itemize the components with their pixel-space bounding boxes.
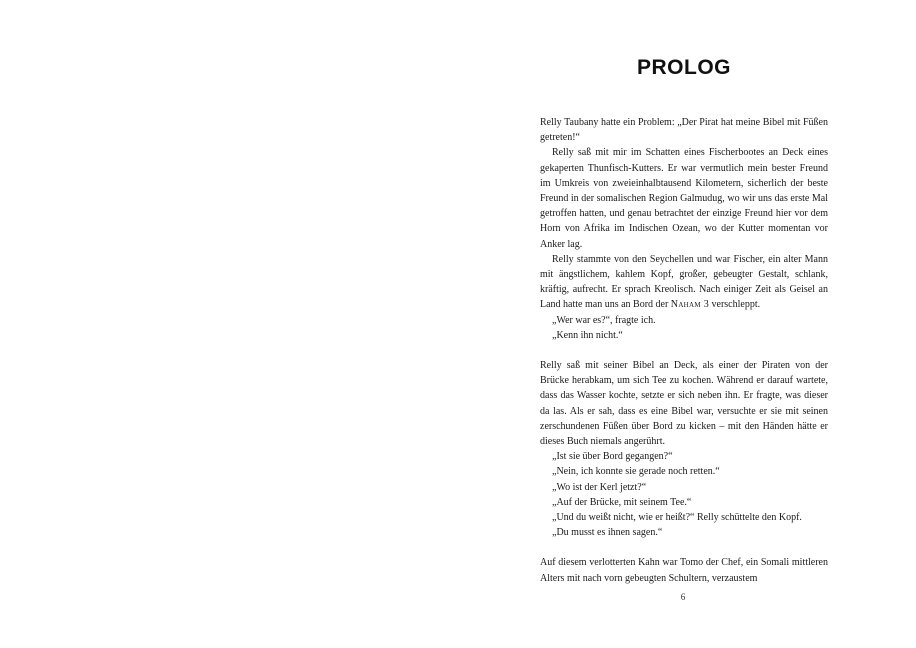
- body-text: [540, 115, 828, 586]
- paragraph-3-text: Relly stammte von den Seychellen und war Fischer, ein alter Mann mit ängstlichem, kahlem Kopf, großer, gebeugter Gestalt, schlank, kräftig, aufrecht. Er sprach Kreolisch. Nach einiger Zeit als Geisel an Land hatte man uns an Bord der: [540, 253, 828, 311]
- page-number: 6: [680, 592, 686, 602]
- dialog-line-4: „Nein, ich konnte sie gerade noch retten.“: [552, 466, 720, 478]
- dialog-line-6: „Auf der Brücke, mit seinem Tee.“: [552, 496, 692, 508]
- paragraph-4: Relly saß mit seiner Bibel an Deck, als einer der Piraten von der Brücke herabkam, um sich Tee zu kochen. Während er darauf wartete, dass das Wasser kochte, setzte er sich neben ihn. Er fragte, was dieser da las. Als er sah, dass es eine Bibel war, versuchte er sie mit seinen zerschundenen Füßen über Bord zu kicken – mit den Händen hätte er dieses Buch niemals angerührt.: [540, 360, 828, 448]
- paragraph-5: Auf diesem verlotterten Kahn war Tomo der Chef, ein Somali mittleren Alters mit nach vorn gebeugten Schultern, verzaustem: [540, 557, 828, 584]
- paragraph-3: [540, 252, 828, 313]
- ship-name: Naham 3: [670, 299, 710, 311]
- paragraph-2: Relly saß mit mir im Schatten eines Fischerbootes an Deck eines gekaperten Thunfisch-Kutters. Er war vermutlich mein bester Freund im Umkreis von zweieinhalbtausend Kilometern, sicherlich der beste Freund in der somalischen Region Galmudug, wo wir uns das erste Mal getroffen hatten, und genau betrachtet der einzige Freund hier vor dem Horn von Afrika im Indischen Ozean, wo der Kutter momentan vor Anker lag.: [540, 147, 828, 250]
- dialog-line-8: „Du musst es ihnen sagen.“: [552, 527, 663, 539]
- chapter-title: PROLOG: [636, 56, 731, 79]
- dialog-line-1: „Wer war es?“, fragte ich.: [552, 314, 656, 326]
- dialog-line-3: „Ist sie über Bord gegangen?“: [552, 451, 673, 463]
- paragraph-1: Relly Taubany hatte ein Problem: „Der Pirat hat meine Bibel mit Füßen getreten!“: [540, 117, 828, 144]
- dialog-line-5: „Wo ist der Kerl jetzt?“: [552, 481, 647, 493]
- dialog-line-7: „Und du weißt nicht, wie er heißt?“ Relly schüttelte den Kopf.: [552, 512, 802, 524]
- paragraph-3-tail: verschleppt.: [709, 299, 761, 311]
- dialog-line-2: „Kenn ihn nicht.“: [552, 329, 623, 341]
